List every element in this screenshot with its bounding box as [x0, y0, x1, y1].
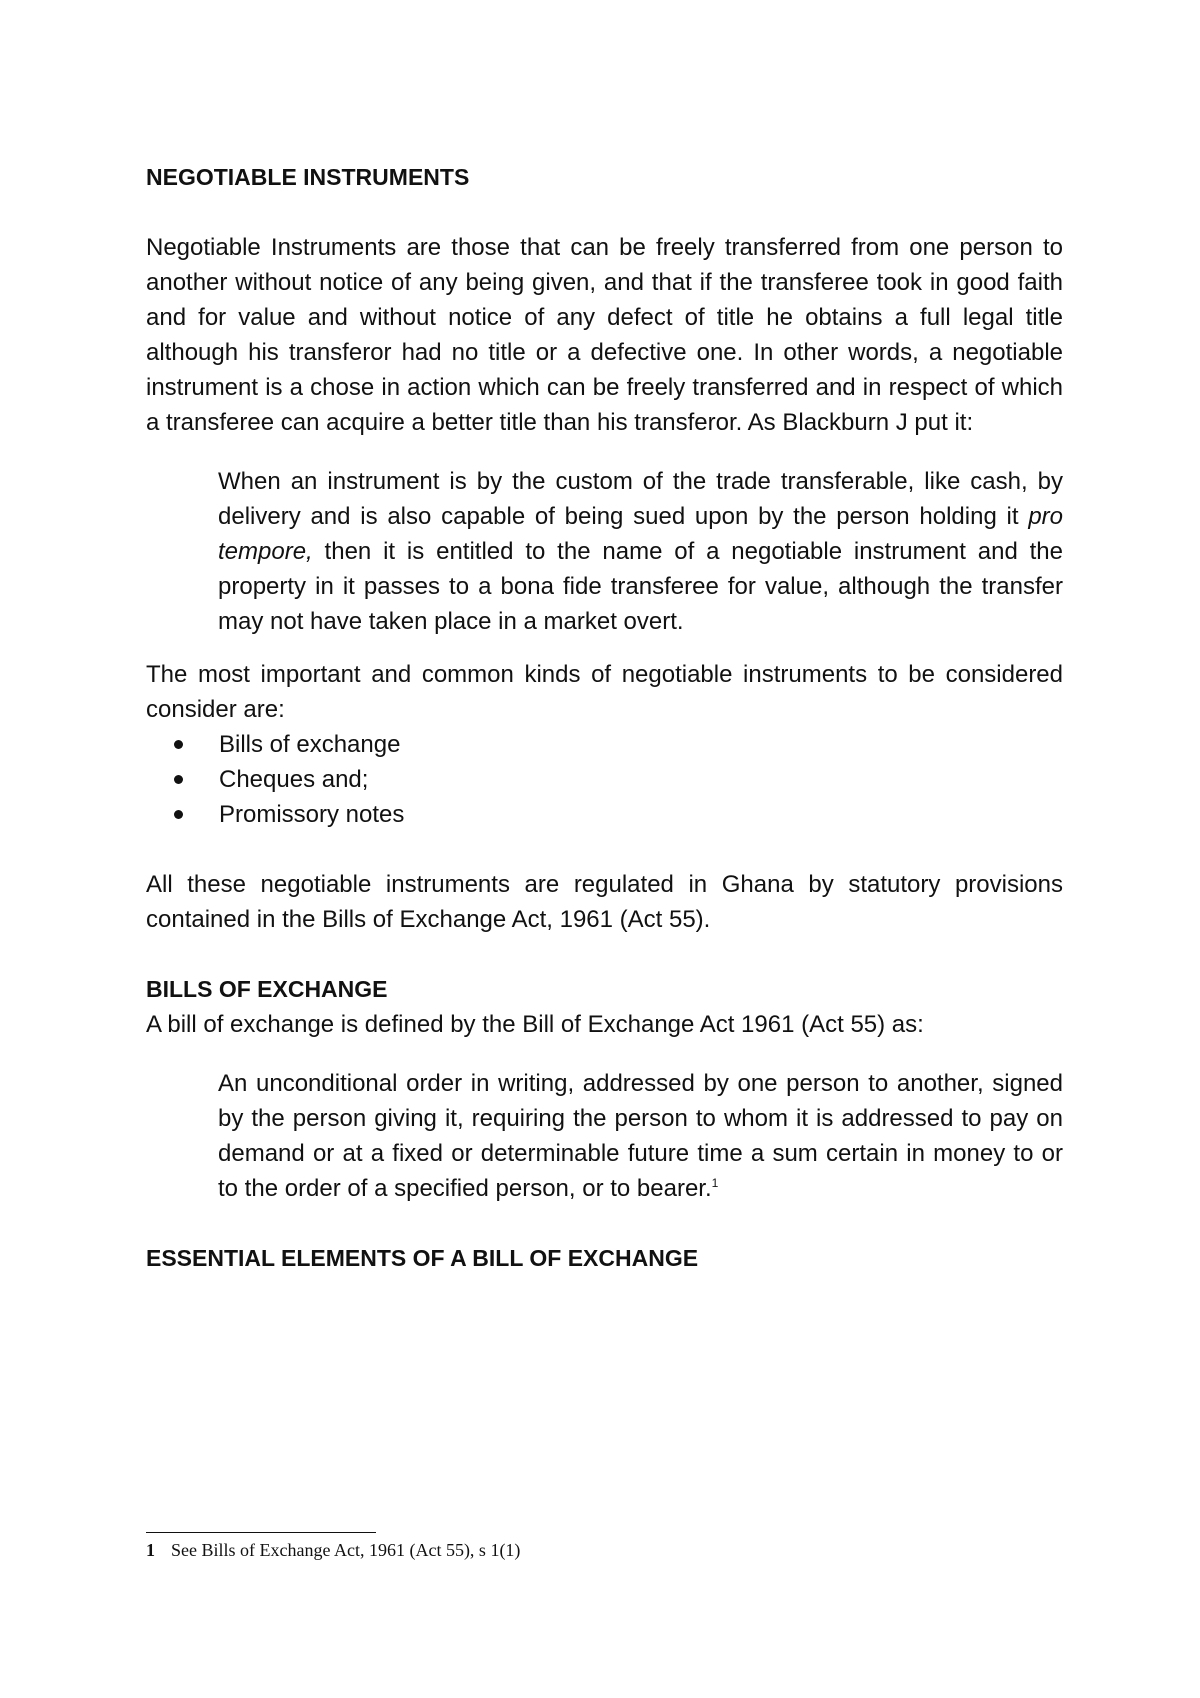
list-item-label: Promissory notes [219, 801, 405, 828]
footnote-text: See Bills of Exchange Act, 1961 (Act 55), s 1(1) [171, 1540, 521, 1560]
footnote-reference[interactable]: 1 [711, 1176, 719, 1190]
blackburn-quote [218, 464, 1063, 639]
bullet-icon [174, 810, 183, 819]
document-body [146, 160, 1063, 1276]
intro-paragraph: Negotiable Instruments are those that can be freely transferred from one person to another without notice of any being given, and that if the transferee took in good faith and for value and without notice of any defect of title he obtains a full legal title although his transferor had no title or a defective one. In other words, a negotiable instrument is a chose in action which can be freely transferred and in respect of which a transferee can acquire a better title than his transferor. As Blackburn J put it: [146, 234, 1063, 436]
bullet-icon [174, 775, 183, 784]
regulation-paragraph: All these negotiable instruments are regulated in Ghana by statutory provisions contained in the Bills of Exchange Act, 1961 (Act 55). [146, 871, 1063, 933]
footnote-divider [146, 1532, 376, 1533]
list-item-label: Cheques and; [219, 766, 369, 793]
kinds-list [174, 727, 1063, 832]
quote-text-part2: then it is entitled to the name of a negotiable instrument and the property in it passes to a bona fide transferee for value, although the transfer may not have taken place in a market overt. [218, 538, 1063, 635]
definition-quote-text: An unconditional order in writing, addressed by one person to another, signed by the person giving it, requiring the person to whom it is addressed to pay on demand or at a fixed or determinable future time a sum certain in money to or to the order of a specified person, or to bearer. [218, 1070, 1063, 1202]
footnote [146, 1538, 520, 1562]
list-item [174, 762, 1063, 797]
list-item-label: Bills of exchange [219, 731, 401, 758]
quote-text-part1: When an instrument is by the custom of the trade transferable, like cash, by delivery and is also capable of being sued upon by the person holding it [218, 468, 1063, 530]
footnote-number: 1 [146, 1540, 155, 1560]
quote-italic-term: pro tempore, [218, 503, 1063, 565]
list-item [174, 797, 1063, 832]
definition-quote [218, 1066, 1063, 1206]
document-title: NEGOTIABLE INSTRUMENTS [146, 164, 470, 190]
kinds-intro-paragraph: The most important and common kinds of negotiable instruments to be considered consider are: [146, 661, 1063, 723]
bills-heading: BILLS OF EXCHANGE [146, 976, 388, 1002]
bills-definition-intro: A bill of exchange is defined by the Bill of Exchange Act 1961 (Act 55) as: [146, 1011, 924, 1038]
essential-elements-heading: ESSENTIAL ELEMENTS OF A BILL OF EXCHANGE [146, 1245, 699, 1271]
bullet-icon [174, 740, 183, 749]
list-item [174, 727, 1063, 762]
